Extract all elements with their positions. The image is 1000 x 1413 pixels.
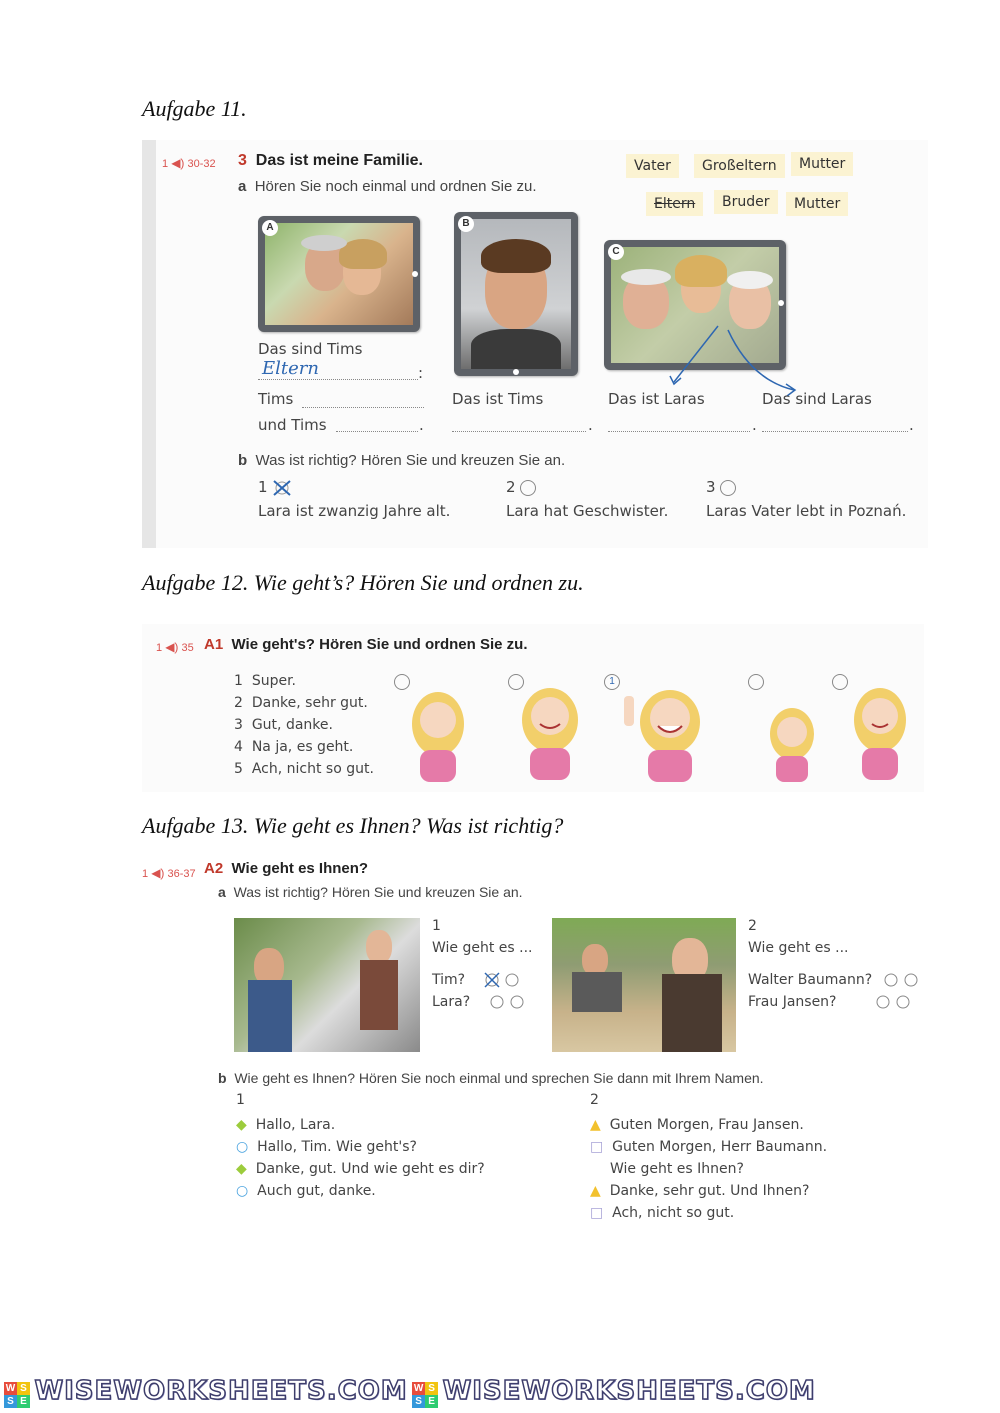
circle-marker-icon: ○ — [236, 1183, 249, 1199]
speaker-icon: ◀) — [165, 640, 179, 654]
tablet-a — [258, 216, 420, 332]
dialog-line: ○ Auch gut, danke. — [236, 1183, 376, 1199]
jansen-mood-options[interactable] — [875, 994, 911, 1010]
speaker-icon: ◀) — [151, 866, 165, 880]
dot-c1: . — [752, 416, 757, 434]
phrase-item: 1 Super. — [234, 673, 297, 689]
dialog-line: ◆ Hallo, Lara. — [236, 1117, 336, 1133]
photo-bakery — [552, 918, 736, 1052]
brand-logo-badge: W S S E — [412, 1382, 438, 1408]
statement-1-check[interactable]: 1 — [258, 478, 294, 497]
tim-mood-options[interactable] — [484, 972, 520, 988]
label-das-ist-laras: Das ist Laras — [608, 390, 705, 408]
statement-2-check[interactable]: 2 — [506, 478, 536, 496]
dialog-1 — [236, 1114, 485, 1202]
word-box-grosseltern[interactable]: Großeltern — [694, 154, 785, 178]
exercise-13-part-b: b Wie geht es Ihnen? Hören Sie noch einmal und sprechen Sie dann mit Ihrem Namen. — [218, 1070, 764, 1086]
dot-b: . — [588, 416, 593, 434]
answer-line-c2[interactable] — [762, 430, 908, 432]
exercise-11-part-a: a Hören Sie noch einmal und ordnen Sie zu. — [238, 178, 537, 195]
empty-circle-icon[interactable] — [520, 480, 536, 496]
dialog-line: ▲ Guten Morgen, Frau Jansen. — [590, 1117, 804, 1133]
heading-aufgabe-13: Aufgabe 13. Wie geht es Ihnen? Was ist richtig? — [142, 813, 564, 838]
lara-mood-options[interactable] — [489, 994, 525, 1010]
tablet-c-letter: C — [608, 244, 624, 260]
word-box-vater[interactable]: Vater — [626, 154, 679, 178]
photo1-row-tim: Tim? — [432, 972, 520, 988]
colon: : — [418, 364, 424, 382]
photo1-prompt: Wie geht es ... — [432, 940, 533, 956]
exercise-11-panel — [142, 140, 928, 548]
audio-track-11: 1 ◀) 30-32 — [162, 156, 216, 170]
dialog-2 — [590, 1114, 827, 1224]
word-box-bruder[interactable]: Bruder — [714, 190, 778, 214]
dialog-line: □ Guten Morgen, Herr Baumann. — [590, 1139, 828, 1155]
triangle-marker-icon: ▲ — [590, 1183, 601, 1199]
footer-branding — [4, 1376, 816, 1408]
statement-3-text: Laras Vater lebt in Poznań. — [706, 502, 907, 520]
diamond-marker-icon: ◆ — [236, 1161, 247, 1177]
word-box-mutter-2[interactable]: Mutter — [786, 192, 848, 216]
answer-line-a1[interactable] — [258, 378, 418, 380]
dialog-line: ○ Hallo, Tim. Wie geht's? — [236, 1139, 417, 1155]
dialog-line: Wie geht es Ihnen? — [610, 1161, 744, 1177]
exercise-13-title: A2 Wie geht es Ihnen? — [204, 860, 369, 877]
exercise-12-panel — [142, 624, 924, 792]
label-und-tims: und Tims — [258, 416, 327, 434]
label-das-sind-tims: Das sind Tims — [258, 340, 363, 358]
statement-1-text: Lara ist zwanzig Jahre alt. — [258, 502, 451, 520]
dialog-line: ◆ Danke, gut. Und wie geht es dir? — [236, 1161, 485, 1177]
tablet-a-letter: A — [262, 220, 278, 236]
answer-line-a2[interactable] — [302, 406, 424, 408]
photo-parents — [265, 223, 413, 325]
statement-2-text: Lara hat Geschwister. — [506, 502, 669, 520]
heading-aufgabe-11: Aufgabe 11. — [142, 96, 247, 121]
photo1-number: 1 — [432, 918, 441, 934]
photo2-row-jansen: Frau Jansen? — [748, 994, 911, 1010]
answer-line-b[interactable] — [452, 430, 586, 432]
brand-wordmark: WISEWORKSHEETS.COM — [442, 1376, 816, 1406]
audio-track-13: 1 ◀) 36-37 — [142, 866, 196, 880]
phrase-item: 3 Gut, danke. — [234, 717, 333, 733]
dialog-line: ▲ Danke, sehr gut. Und Ihnen? — [590, 1183, 810, 1199]
photo-brother — [461, 219, 571, 369]
square-marker-icon: □ — [590, 1139, 604, 1155]
empty-circle-icon[interactable] — [720, 480, 736, 496]
triangle-marker-icon: ▲ — [590, 1117, 601, 1133]
exercise-13-part-a: a Was ist richtig? Hören Sie und kreuzen Sie an. — [218, 884, 523, 900]
label-das-ist-tims: Das ist Tims — [452, 390, 544, 408]
photo2-prompt: Wie geht es ... — [748, 940, 849, 956]
diamond-marker-icon: ◆ — [236, 1117, 247, 1133]
audio-track-12: 1 ◀) 35 — [156, 640, 194, 654]
girl-3 — [624, 690, 700, 782]
heading-aufgabe-12: Aufgabe 12. Wie geht’s? Hören Sie und ordnen zu. — [142, 570, 584, 595]
brand-logo-badge: W S S E — [4, 1382, 30, 1408]
square-marker-icon: □ — [590, 1205, 604, 1221]
tablet-b-letter: B — [458, 216, 474, 232]
label-das-sind-laras: Das sind Laras — [762, 390, 872, 408]
statement-3-check[interactable]: 3 — [706, 478, 736, 496]
brand-wordmark: WISEWORKSHEETS.COM — [34, 1376, 408, 1406]
dot-a3: . — [419, 416, 424, 434]
word-box-mutter-1[interactable]: Mutter — [791, 152, 853, 176]
answer-circle-3[interactable]: 1 — [604, 674, 620, 690]
dot-c2: . — [909, 416, 914, 434]
answer-line-a3[interactable] — [336, 430, 418, 432]
label-tims: Tims — [258, 390, 294, 408]
photo-tim-lara — [234, 918, 420, 1052]
crossed-circle-icon[interactable] — [272, 479, 294, 497]
phrase-item: 5 Ach, nicht so gut. — [234, 761, 374, 777]
dialog2-number: 2 — [590, 1092, 599, 1108]
girl-2 — [522, 688, 578, 780]
phrase-list — [234, 670, 374, 780]
answer-line-c1[interactable] — [608, 430, 750, 432]
dialog1-number: 1 — [236, 1092, 245, 1108]
dialog-line: □ Ach, nicht so gut. — [590, 1205, 735, 1221]
exercise-11-part-b: b Was ist richtig? Hören Sie und kreuzen Sie an. — [238, 452, 566, 469]
handwritten-answer-eltern: Eltern — [262, 358, 319, 379]
girl-5 — [854, 688, 906, 780]
phrase-item: 2 Danke, sehr gut. — [234, 695, 368, 711]
phrase-item: 4 Na ja, es geht. — [234, 739, 354, 755]
cartoon-girls-illustration — [402, 676, 922, 786]
photo1-row-lara: Lara? — [432, 994, 525, 1010]
tablet-b — [454, 212, 578, 376]
exercise-11-title: 3 Das ist meine Familie. — [238, 152, 423, 169]
speaker-icon: ◀) — [171, 156, 185, 170]
exercise-12-title: A1 Wie geht's? Hören Sie und ordnen Sie zu. — [204, 636, 528, 653]
circle-marker-icon: ○ — [236, 1139, 249, 1155]
girl-4 — [770, 708, 814, 782]
photo2-row-baumann: Walter Baumann? — [748, 972, 919, 988]
girl-1 — [412, 692, 464, 782]
arrow-lines — [656, 320, 806, 400]
word-box-eltern-used[interactable]: Eltern — [646, 192, 703, 216]
exercise-13-panel — [142, 856, 924, 1236]
baumann-mood-options[interactable] — [883, 972, 919, 988]
photo2-number: 2 — [748, 918, 757, 934]
